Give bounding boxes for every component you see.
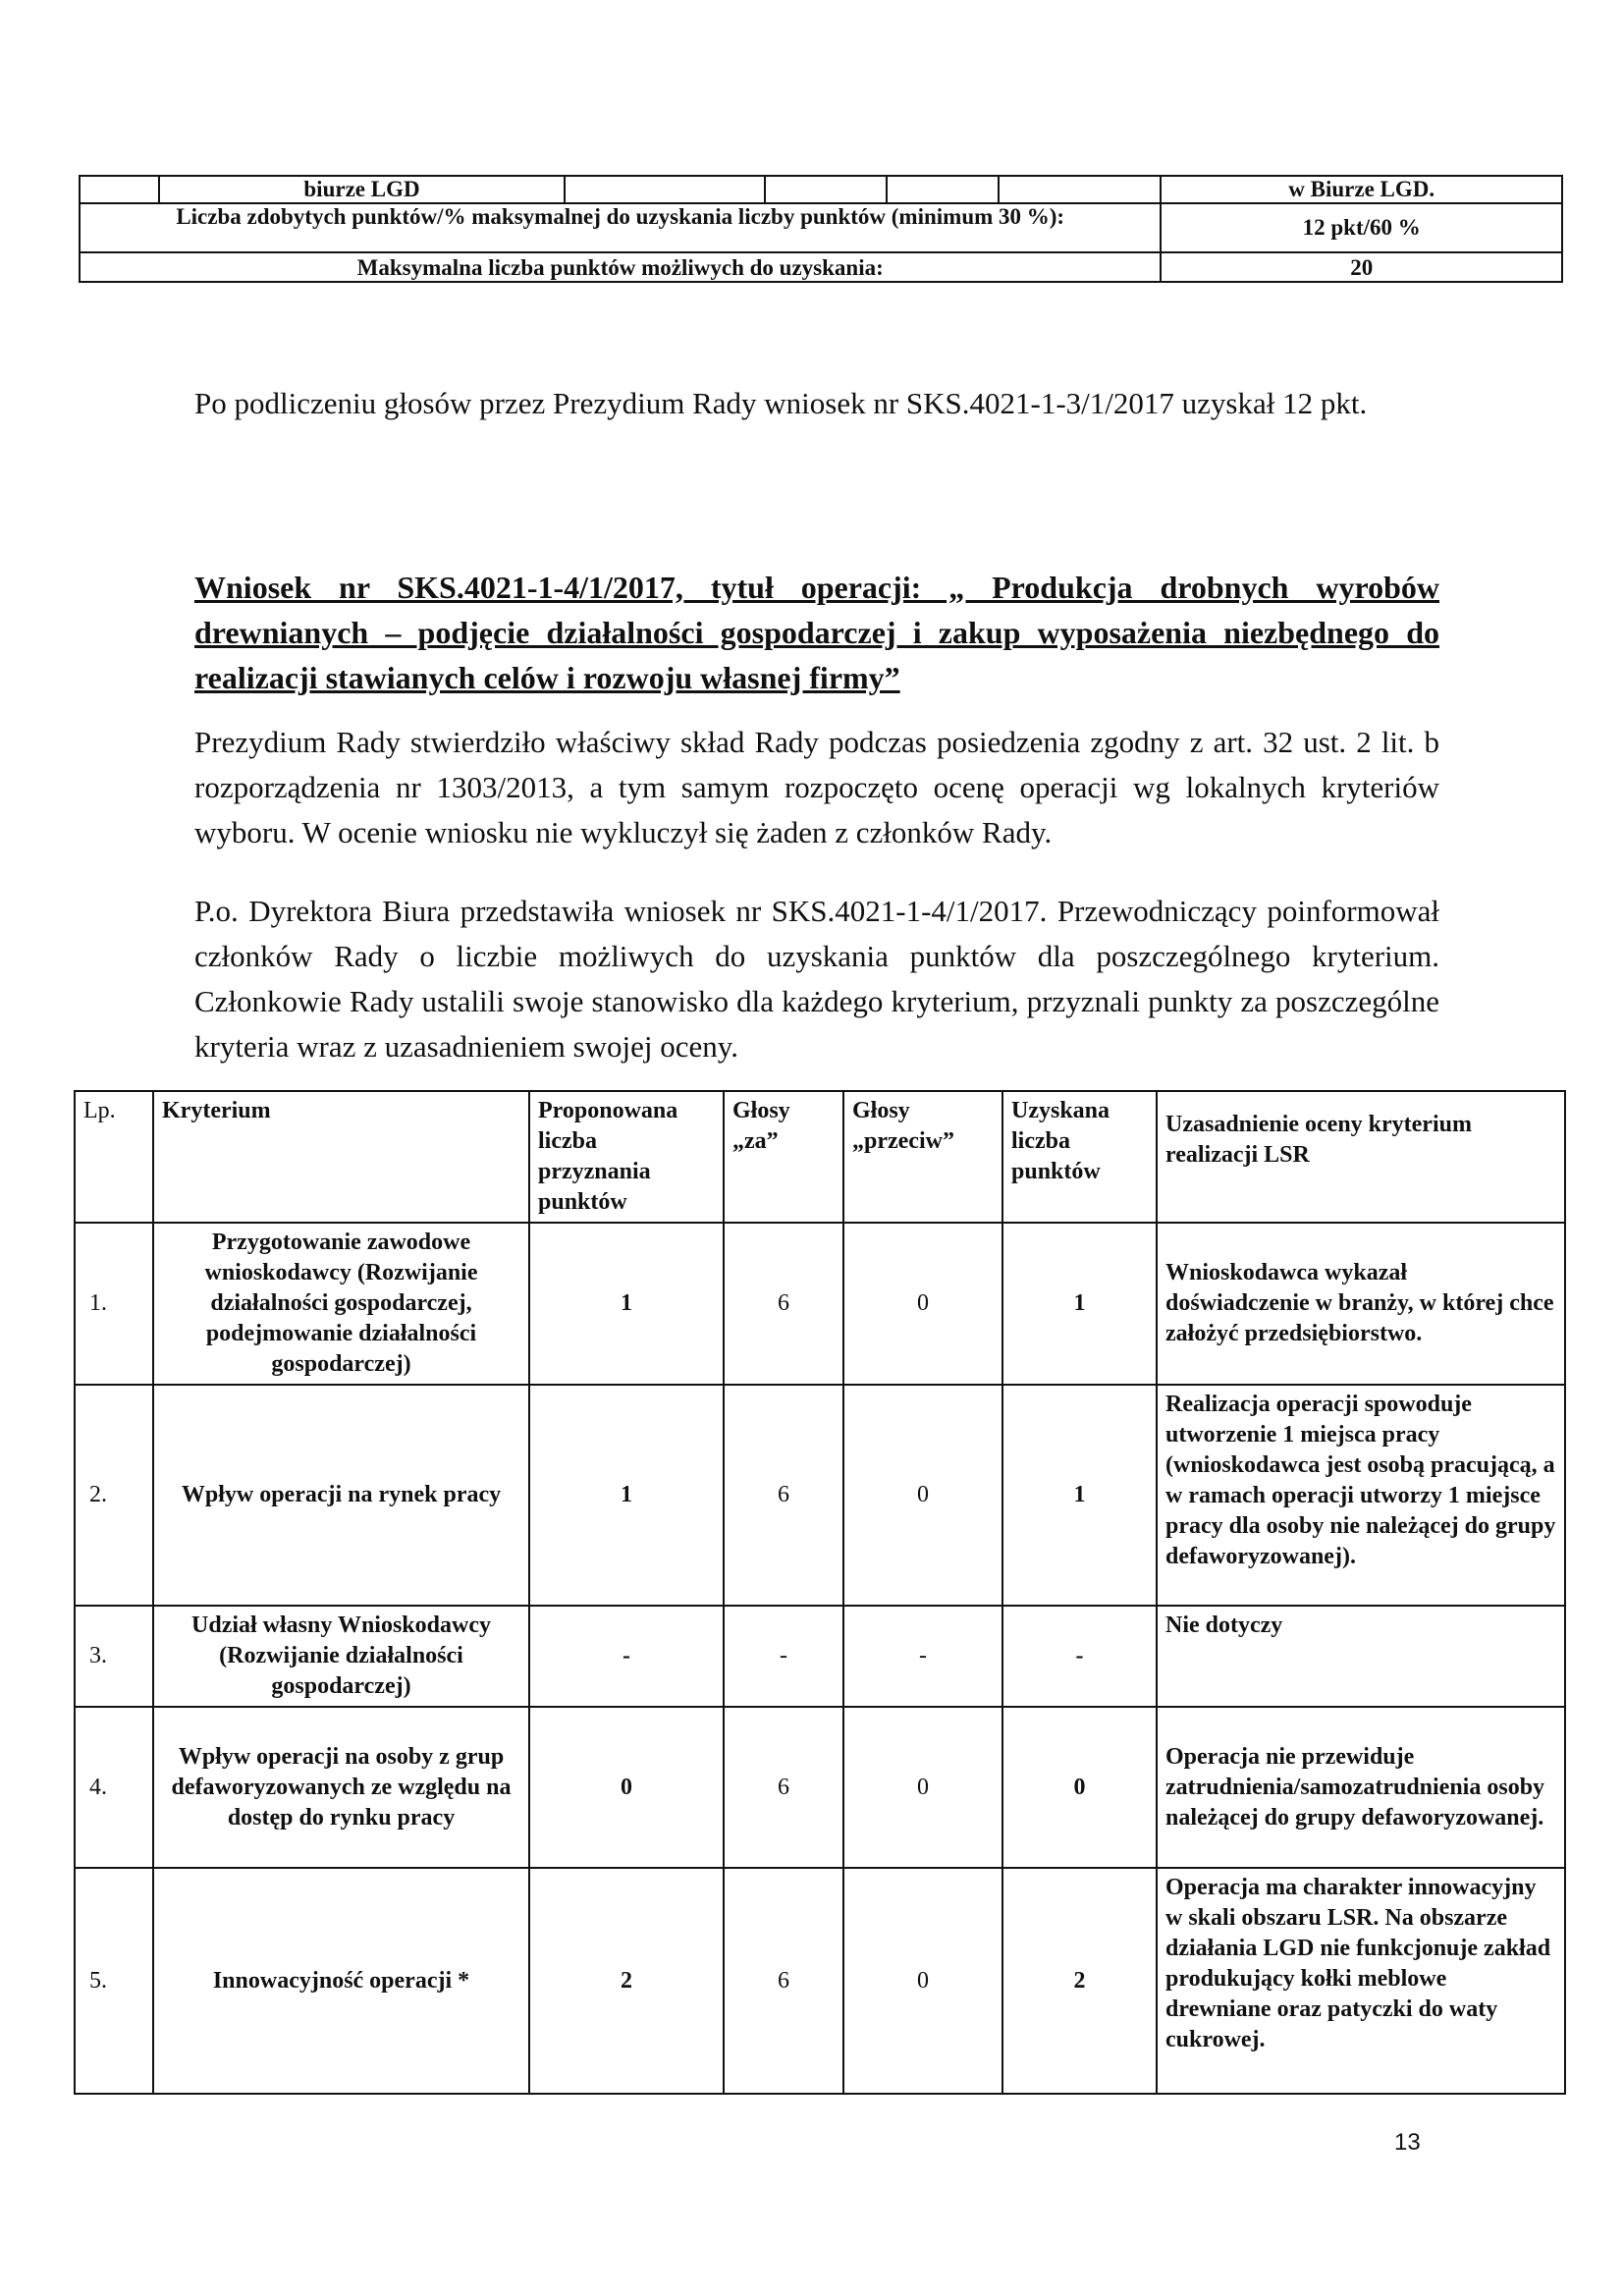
summary-row-office [80,176,1562,203]
row-criterion: Wpływ operacji na osoby z grup defaworyzowanych ze względu na dostęp do rynku pracy [153,1707,529,1868]
row-lp: 4. [75,1707,153,1868]
row-lp: 1. [75,1223,153,1385]
row-votes-against: 0 [843,1868,1002,2094]
row-votes-for: 6 [724,1385,843,1606]
row-votes-against: 0 [843,1707,1002,1868]
header-criterion: Kryterium [153,1091,529,1223]
row-justification: Nie dotyczy [1157,1606,1565,1707]
row-votes-for: 6 [724,1868,843,2094]
header-obtained: Uzyskana liczba punktów [1002,1091,1157,1223]
page-number: 13 [1394,2129,1421,2156]
header-proposed: Proponowana liczba przyznania punktów [529,1091,724,1223]
row-criterion: Udział własny Wnioskodawcy (Rozwijanie działalności gospodarczej) [153,1606,529,1707]
table-row [75,1223,1565,1385]
row-obtained: 1 [1002,1223,1157,1385]
row-votes-against: 0 [843,1223,1002,1385]
table-row [75,1606,1565,1707]
row-obtained: 1 [1002,1385,1157,1606]
row-criterion: Przygotowanie zawodowe wnioskodawcy (Rozwijanie działalności gospodarczej, podejmowanie działalności gospodarczej) [153,1223,529,1385]
header-lp: Lp. [75,1091,153,1223]
summary-points-value: 12 pkt/60 % [1161,203,1562,252]
summary-office-label: biurze LGD [159,176,566,203]
row-proposed: - [529,1606,724,1707]
row-obtained: - [1002,1606,1157,1707]
summary-row-max [80,252,1562,282]
row-obtained: 0 [1002,1707,1157,1868]
row-lp: 2. [75,1385,153,1606]
summary-points-label: Liczba zdobytych punktów/% maksymalnej do uzyskania liczby punktów (minimum 30 %): [80,203,1161,252]
row-criterion: Wpływ operacji na rynek pracy [153,1385,529,1606]
empty-cell [765,176,887,203]
summary-max-value: 20 [1161,252,1562,282]
row-proposed: 1 [529,1223,724,1385]
summary-max-label: Maksymalna liczba punktów możliwych do uzyskania: [80,252,1161,282]
quorum-paragraph: Prezydium Rady stwierdziło właściwy skład Rady podczas posiedzenia zgodny z art. 32 ust. 2 lit. b rozporządzenia nr 1303/2013, a tym samym rozpoczęto ocenę operacji wg lokalnych kryteriów wyboru. W ocenie wniosku nie wykluczył się żaden z członków Rady. [194,725,1439,849]
row-justification: Realizacja operacji spowoduje utworzenie 1 miejsca pracy (wnioskodawca jest osobą pracującą, a w ramach operacji utworzy 1 miejsce pracy dla osoby nie należącej do grupy defaworyzowanej). [1157,1385,1565,1606]
row-proposed: 1 [529,1385,724,1606]
application-heading: Wniosek nr SKS.4021-1-4/1/2017, tytuł operacji: „ Produkcja drobnych wyrobów drewnianych – podjęcie działalności gospodarczej i zakup wyposażenia niezbędnego do realizacji stawianych celów i rozwoju własnej firmy” [194,570,1439,695]
criteria-table [74,1090,1566,2095]
row-votes-for: 6 [724,1707,843,1868]
row-proposed: 0 [529,1707,724,1868]
header-votes-against: Głosy „przeciw” [843,1091,1002,1223]
row-justification: Wnioskodawca wykazał doświadczenie w branży, w której chce założyć przedsiębiorstwo. [1157,1223,1565,1385]
row-justification: Operacja ma charakter innowacyjny w skali obszaru LSR. Na obszarze działania LGD nie funkcjonuje zakład produkujący kołki meblowe drewniane oraz patyczki do waty cukrowej. [1157,1868,1565,2094]
row-lp: 3. [75,1606,153,1707]
empty-cell [565,176,765,203]
row-proposed: 2 [529,1868,724,2094]
header-votes-for: Głosy „za” [724,1091,843,1223]
row-votes-for: 6 [724,1223,843,1385]
table-row [75,1868,1565,2094]
row-justification: Operacja nie przewiduje zatrudnienia/samozatrudnienia osoby należącej do grupy defaworyzowanej. [1157,1707,1565,1868]
row-lp: 5. [75,1868,153,2094]
summary-table [79,175,1563,283]
row-votes-for: - [724,1606,843,1707]
summary-office-value: w Biurze LGD. [1161,176,1562,203]
header-justification: Uzasadnienie oceny kryterium realizacji LSR [1157,1091,1565,1223]
criteria-header-row [75,1091,1565,1223]
row-votes-against: - [843,1606,1002,1707]
empty-cell [999,176,1161,203]
table-row [75,1707,1565,1868]
summary-paragraph: Po podliczeniu głosów przez Prezydium Rady wniosek nr SKS.4021-1-3/1/2017 uzyskał 12 pkt. [194,386,1368,420]
row-votes-against: 0 [843,1385,1002,1606]
empty-cell [887,176,999,203]
empty-cell [80,176,159,203]
summary-row-points [80,203,1562,252]
row-criterion: Innowacyjność operacji * [153,1868,529,2094]
row-obtained: 2 [1002,1868,1157,2094]
table-row [75,1385,1565,1606]
presentation-paragraph: P.o. Dyrektora Biura przedstawiła wniosek nr SKS.4021-1-4/1/2017. Przewodniczący poinformował członków Rady o liczbie możliwych do uzyskania punktów dla poszczególnego kryterium. Członkowie Rady ustalili swoje stanowisko dla każdego kryterium, przyznali punkty za poszczególne kryteria wraz z uzasadnieniem swojej oceny. [194,894,1439,1064]
